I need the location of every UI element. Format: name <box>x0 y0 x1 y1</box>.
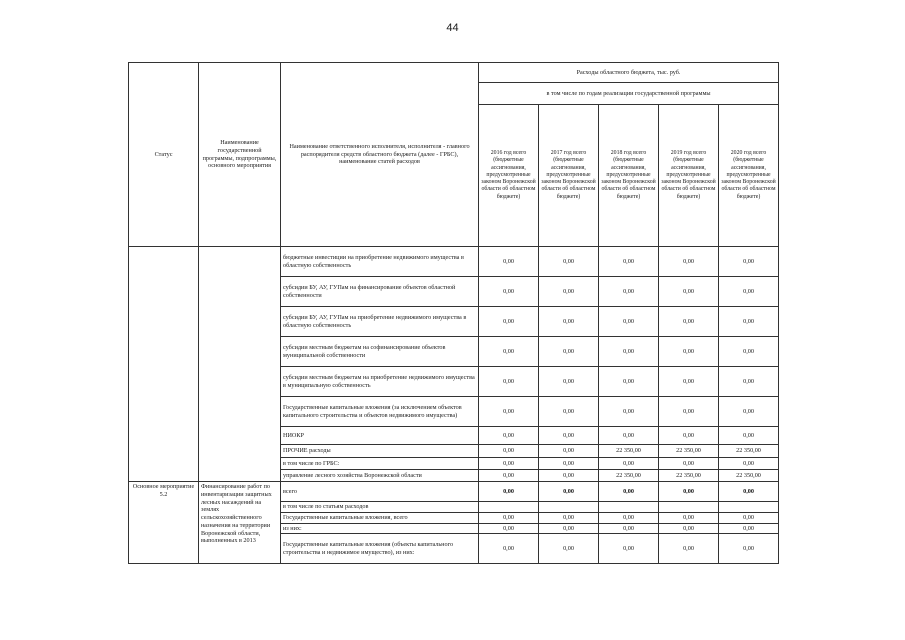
measure-value-cell: 0,00 <box>599 534 659 564</box>
measure-value-cell: 0,00 <box>479 482 539 502</box>
expense-item-label: субсидии БУ, АУ, ГУПам на финансирование объектов областной собственности <box>281 277 479 307</box>
measure-value-cell: 0,00 <box>659 523 719 534</box>
table-row <box>129 247 779 277</box>
value-cell: 0,00 <box>659 367 719 397</box>
value-cell: 0,00 <box>539 277 599 307</box>
measure-value-cell: 0,00 <box>719 534 779 564</box>
value-cell: 0,00 <box>659 307 719 337</box>
value-cell: 22 350,00 <box>659 470 719 482</box>
value-cell: 22 350,00 <box>659 445 719 458</box>
value-cell: 0,00 <box>539 470 599 482</box>
value-cell: 0,00 <box>479 445 539 458</box>
status-cell <box>129 247 199 482</box>
measure-value-cell: 0,00 <box>599 523 659 534</box>
value-cell: 0,00 <box>659 427 719 445</box>
value-cell: 0,00 <box>719 397 779 427</box>
value-cell: 0,00 <box>719 367 779 397</box>
value-cell: 0,00 <box>539 367 599 397</box>
measure-value-cell: 0,00 <box>539 512 599 523</box>
value-cell: 0,00 <box>479 470 539 482</box>
value-cell: 0,00 <box>719 307 779 337</box>
measure-value-cell <box>719 502 779 513</box>
value-cell: 0,00 <box>479 397 539 427</box>
value-cell: 0,00 <box>599 427 659 445</box>
measure-row-label: из них: <box>281 523 479 534</box>
header-year-2018: 2018 год всего (бюджетные ассигнования, предусмотренные законом Воронежской области об областном бюджете) <box>599 105 659 247</box>
header-expenses: Расходы областного бюджета, тыс. руб. <box>479 63 779 83</box>
value-cell: 0,00 <box>539 307 599 337</box>
value-cell: 0,00 <box>539 397 599 427</box>
measure-value-cell: 0,00 <box>479 523 539 534</box>
measure-value-cell: 0,00 <box>599 512 659 523</box>
program-cell <box>199 247 281 482</box>
expense-item-label: бюджетные инвестиции на приобретение недвижимого имущества в областную собственность <box>281 247 479 277</box>
measure-value-cell <box>479 502 539 513</box>
header-year-2020: 2020 год всего (бюджетные ассигнования, предусмотренные законом Воронежской области об областном бюджете) <box>719 105 779 247</box>
measure-value-cell <box>599 502 659 513</box>
value-cell: 0,00 <box>719 427 779 445</box>
value-cell: 0,00 <box>599 367 659 397</box>
measure-value-cell: 0,00 <box>659 534 719 564</box>
measure-status: Основное мероприятие 5.2 <box>129 482 199 564</box>
value-cell: 0,00 <box>599 277 659 307</box>
value-cell: 0,00 <box>479 367 539 397</box>
value-cell: 0,00 <box>599 307 659 337</box>
value-cell: 0,00 <box>479 337 539 367</box>
measure-value-cell <box>539 502 599 513</box>
measure-row-label: в том числе по статьям расходов <box>281 502 479 513</box>
value-cell: 0,00 <box>659 397 719 427</box>
measure-value-cell: 0,00 <box>599 482 659 502</box>
measure-value-cell: 0,00 <box>479 512 539 523</box>
value-cell: 0,00 <box>599 397 659 427</box>
value-cell: 0,00 <box>539 458 599 470</box>
value-cell: 22 350,00 <box>719 445 779 458</box>
header-by-years: в том числе по годам реализации государственной программы <box>479 83 779 105</box>
value-cell: 0,00 <box>479 307 539 337</box>
value-cell: 0,00 <box>539 427 599 445</box>
expense-item-label: субсидии местным бюджетам на софинансирование объектов муниципальной собственности <box>281 337 479 367</box>
value-cell: 0,00 <box>659 458 719 470</box>
value-cell: 0,00 <box>599 247 659 277</box>
value-cell: 0,00 <box>659 277 719 307</box>
expense-item-label: управление лесного хозяйства Воронежской области <box>281 470 479 482</box>
value-cell: 22 350,00 <box>599 470 659 482</box>
value-cell: 0,00 <box>539 247 599 277</box>
measure-value-cell: 0,00 <box>659 482 719 502</box>
measure-value-cell: 0,00 <box>539 534 599 564</box>
measure-value-cell: 0,00 <box>719 512 779 523</box>
header-year-2019: 2019 год всего (бюджетные ассигнования, предусмотренные законом Воронежской области об областном бюджете) <box>659 105 719 247</box>
value-cell: 0,00 <box>479 458 539 470</box>
value-cell: 22 350,00 <box>599 445 659 458</box>
header-status: Статус <box>129 63 199 247</box>
value-cell: 0,00 <box>599 337 659 367</box>
header-executor: Наименование ответственного исполнителя, исполнителя - главного распорядителя средств областного бюджета (далее - ГРБС), наименование статей расходов <box>281 63 479 247</box>
value-cell: 0,00 <box>659 337 719 367</box>
measure-value-cell <box>659 502 719 513</box>
measure-value-cell: 0,00 <box>719 482 779 502</box>
expense-item-label: НИОКР <box>281 427 479 445</box>
value-cell: 0,00 <box>719 277 779 307</box>
measure-value-cell: 0,00 <box>719 523 779 534</box>
value-cell: 0,00 <box>659 247 719 277</box>
value-cell: 0,00 <box>539 337 599 367</box>
value-cell: 0,00 <box>719 337 779 367</box>
expense-item-label: Государственные капитальные вложения (за исключением объектов капитального строительства и объектов недвижимого имущества) <box>281 397 479 427</box>
expense-item-label: субсидии местным бюджетам на приобретение недвижимого имущества в муниципальную собственность <box>281 367 479 397</box>
measure-value-cell: 0,00 <box>539 523 599 534</box>
measure-value-cell: 0,00 <box>539 482 599 502</box>
value-cell: 0,00 <box>479 277 539 307</box>
measure-value-cell: 0,00 <box>479 534 539 564</box>
expense-item-label: ПРОЧИЕ расходы <box>281 445 479 458</box>
page-number: 44 <box>446 22 459 34</box>
header-program: Наименование государственной программы, подпрограммы, основного мероприятия <box>199 63 281 247</box>
value-cell: 0,00 <box>539 445 599 458</box>
value-cell: 0,00 <box>719 458 779 470</box>
value-cell: 22 350,00 <box>719 470 779 482</box>
header-year-2016: 2016 год всего (бюджетные ассигнования, предусмотренные законом Воронежской области об областном бюджете) <box>479 105 539 247</box>
measure-name: Финансирование работ по инвентаризации защитных лесных насаждений на землях сельскохозяйственного назначения на территории Воронежской области, выполненных в 2013 <box>199 482 281 564</box>
value-cell: 0,00 <box>599 458 659 470</box>
expense-item-label: субсидии БУ, АУ, ГУПам на приобретение недвижимого имущества в областную собственность <box>281 307 479 337</box>
header-year-2017: 2017 год всего (бюджетные ассигнования, предусмотренные законом Воронежской области об областном бюджете) <box>539 105 599 247</box>
budget-table <box>128 62 779 564</box>
expense-item-label: в том числе по ГРБС: <box>281 458 479 470</box>
value-cell: 0,00 <box>479 247 539 277</box>
value-cell: 0,00 <box>479 427 539 445</box>
measure-value-cell: 0,00 <box>659 512 719 523</box>
value-cell: 0,00 <box>719 247 779 277</box>
measure-row-label: Государственные капитальные вложения (объекты капитального строительства и недвижимое имущество), из них: <box>281 534 479 564</box>
measure-row-label: Государственные капитальные вложения, всего <box>281 512 479 523</box>
measure-row-label: всего <box>281 482 479 502</box>
table-row <box>129 482 779 502</box>
